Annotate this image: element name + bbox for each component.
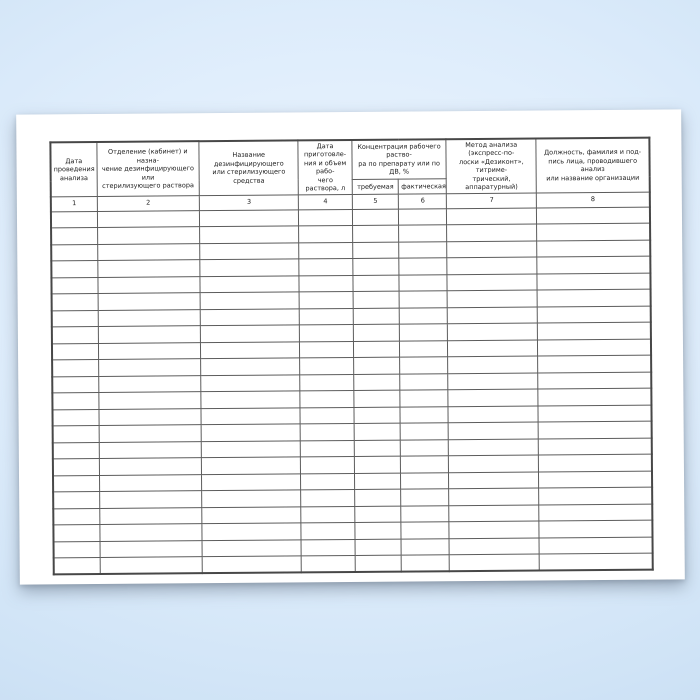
empty-cell <box>300 358 353 375</box>
empty-cell <box>353 258 400 275</box>
empty-cell <box>539 553 652 570</box>
empty-cell <box>53 525 99 542</box>
empty-cell <box>355 555 402 572</box>
empty-cell <box>201 408 301 425</box>
empty-cell <box>401 439 449 456</box>
empty-cell <box>99 441 202 458</box>
empty-cell <box>300 292 353 309</box>
column-number: 7 <box>447 193 537 209</box>
empty-cell <box>353 324 400 341</box>
empty-cell <box>52 393 98 410</box>
empty-cell <box>537 306 650 323</box>
empty-cell <box>52 327 98 344</box>
empty-cell <box>51 228 97 245</box>
empty-cell <box>354 489 401 506</box>
empty-cell <box>51 277 97 294</box>
empty-cell <box>302 556 355 573</box>
empty-cell <box>399 241 447 258</box>
empty-cell <box>99 507 202 524</box>
empty-cell <box>538 355 651 372</box>
column-number: 1 <box>51 196 97 211</box>
empty-cell <box>98 342 201 359</box>
empty-cell <box>539 520 652 537</box>
empty-cell <box>200 292 300 309</box>
empty-cell <box>200 226 300 243</box>
empty-cell <box>401 522 449 539</box>
empty-cell <box>449 521 539 538</box>
empty-cell <box>448 389 538 406</box>
empty-cell <box>401 538 449 555</box>
empty-cell <box>353 374 400 391</box>
empty-cell <box>53 459 99 476</box>
empty-cell <box>352 209 399 226</box>
empty-cell <box>537 240 650 257</box>
col-subheader-actual: фактическая <box>399 179 447 194</box>
empty-cell <box>399 225 447 242</box>
empty-cell <box>97 260 200 277</box>
empty-cell <box>538 322 651 339</box>
empty-cell <box>539 537 652 554</box>
empty-cell <box>538 405 651 422</box>
empty-cell <box>539 454 652 471</box>
empty-cell <box>400 406 448 423</box>
empty-cell <box>300 391 353 408</box>
table-header <box>50 138 650 212</box>
empty-cell <box>100 557 203 574</box>
empty-cell <box>353 291 400 308</box>
empty-cell <box>400 357 448 374</box>
empty-cell <box>355 522 402 539</box>
empty-cell <box>200 309 300 326</box>
empty-cell <box>448 422 538 439</box>
empty-cell <box>201 441 301 458</box>
empty-cell <box>202 540 302 557</box>
empty-cell <box>538 388 651 405</box>
empty-cell <box>354 473 401 490</box>
empty-cell <box>301 539 354 556</box>
empty-cell <box>52 294 98 311</box>
empty-cell <box>448 356 538 373</box>
empty-cell <box>401 505 449 522</box>
empty-cell <box>51 211 97 228</box>
empty-cell <box>449 439 539 456</box>
empty-cell <box>538 339 651 356</box>
empty-cell <box>201 375 301 392</box>
empty-cell <box>353 275 400 292</box>
col-header-analysis-date: Дата проведения анализа <box>50 142 97 196</box>
empty-cell <box>299 242 352 259</box>
empty-cell <box>99 524 202 541</box>
empty-cell <box>449 538 539 555</box>
empty-cell <box>98 293 201 310</box>
empty-cell <box>448 373 538 390</box>
empty-cell <box>352 225 399 242</box>
empty-cell <box>353 357 400 374</box>
empty-cell <box>537 256 650 273</box>
empty-cell <box>537 223 650 240</box>
empty-cell <box>53 442 99 459</box>
empty-cell <box>199 210 299 227</box>
empty-cell <box>449 455 539 472</box>
empty-cell <box>448 340 538 357</box>
empty-cell <box>202 474 302 491</box>
empty-cell <box>401 423 449 440</box>
empty-cell <box>301 440 354 457</box>
empty-cell <box>300 374 353 391</box>
empty-cell <box>54 541 100 558</box>
empty-cell <box>201 424 301 441</box>
empty-cell <box>97 243 200 260</box>
header-row <box>50 138 649 182</box>
empty-cell <box>98 276 201 293</box>
empty-cell <box>447 224 537 241</box>
col-header-analysis-method: Метод анализа (экспресс-по- лоски «Дезиконт», титриме- трический, аппаратурный) <box>446 139 536 194</box>
empty-cell <box>53 475 99 492</box>
empty-cell <box>537 273 650 290</box>
empty-cell <box>447 290 537 307</box>
empty-cell <box>355 539 402 556</box>
empty-cell <box>51 261 97 278</box>
empty-cell <box>539 471 652 488</box>
empty-cell <box>448 406 538 423</box>
empty-cell <box>353 341 400 358</box>
empty-cell <box>400 340 448 357</box>
empty-cell <box>400 324 448 341</box>
empty-cell <box>300 325 353 342</box>
empty-cell <box>98 359 201 376</box>
empty-cell <box>448 323 538 340</box>
empty-cell <box>354 390 401 407</box>
empty-cell <box>399 258 447 275</box>
empty-cell <box>300 407 353 424</box>
table-row <box>54 553 653 574</box>
empty-cell <box>299 275 352 292</box>
empty-cell <box>100 540 203 557</box>
empty-cell <box>301 457 354 474</box>
empty-cell <box>200 276 300 293</box>
empty-cell <box>299 226 352 243</box>
empty-cell <box>301 523 354 540</box>
empty-cell <box>52 376 98 393</box>
empty-cell <box>99 408 202 425</box>
empty-cell <box>400 307 448 324</box>
empty-cell <box>539 487 652 504</box>
empty-cell <box>200 342 300 359</box>
column-number: 4 <box>299 194 352 209</box>
empty-cell <box>202 490 302 507</box>
column-number: 6 <box>399 193 447 208</box>
empty-cell <box>450 554 540 571</box>
empty-cell <box>301 473 354 490</box>
empty-cell <box>52 343 98 360</box>
empty-cell <box>400 373 448 390</box>
empty-cell <box>301 490 354 507</box>
empty-cell <box>98 392 201 409</box>
empty-cell <box>354 506 401 523</box>
empty-cell <box>449 488 539 505</box>
empty-cell <box>537 207 650 224</box>
empty-cell <box>53 492 99 509</box>
empty-cell <box>400 291 448 308</box>
empty-cell <box>202 523 302 540</box>
empty-cell <box>538 421 651 438</box>
col-header-concentration-group: Концентрация рабочего раство- ра по препарату или по ДВ, % <box>352 139 447 179</box>
empty-cell <box>354 407 401 424</box>
empty-cell <box>52 310 98 327</box>
empty-cell <box>399 274 447 291</box>
empty-cell <box>98 309 201 326</box>
empty-cell <box>201 457 301 474</box>
empty-cell <box>201 391 301 408</box>
empty-cell <box>301 506 354 523</box>
empty-cell <box>53 508 99 525</box>
empty-cell <box>301 424 354 441</box>
column-number: 5 <box>352 194 399 209</box>
empty-cell <box>200 259 300 276</box>
empty-cell <box>354 423 401 440</box>
column-number: 8 <box>537 192 650 208</box>
empty-cell <box>53 426 99 443</box>
empty-cell <box>99 474 202 491</box>
empty-cell <box>97 210 200 227</box>
col-subheader-required: требуемая <box>352 179 399 194</box>
empty-cell <box>399 208 447 225</box>
journal-table <box>49 137 653 576</box>
empty-cell <box>539 504 652 521</box>
empty-cell <box>202 507 302 524</box>
empty-cell <box>202 556 302 573</box>
empty-cell <box>99 491 202 508</box>
empty-cell <box>449 472 539 489</box>
empty-cell <box>354 440 401 457</box>
empty-cell <box>449 505 539 522</box>
empty-cell <box>98 375 201 392</box>
empty-cell <box>447 241 537 258</box>
col-header-department: Отделение (кабинет) и назна- чение дезинфицирующего или стерилизующего раствора <box>96 141 199 196</box>
empty-cell <box>447 274 537 291</box>
column-number: 3 <box>199 195 299 211</box>
empty-cell <box>52 409 98 426</box>
col-header-agent-name: Название дезинфицирующего или стерилизующего средства <box>199 140 299 195</box>
col-header-person-signature: Должность, фамилия и под- пись лица, проводившего анализ или название организации <box>536 138 650 193</box>
empty-cell <box>538 438 651 455</box>
empty-cell <box>401 456 449 473</box>
paper-sheet <box>16 109 685 584</box>
empty-cell <box>402 555 450 572</box>
empty-cell <box>299 209 352 226</box>
empty-cell <box>353 308 400 325</box>
empty-cell <box>201 358 301 375</box>
empty-cell <box>200 243 300 260</box>
empty-cell <box>538 372 651 389</box>
empty-cell <box>99 458 202 475</box>
empty-cell <box>447 208 537 225</box>
empty-cell <box>448 307 538 324</box>
empty-cell <box>200 325 300 342</box>
empty-cell <box>447 257 537 274</box>
empty-cell <box>537 289 650 306</box>
empty-cell <box>51 244 97 261</box>
empty-cell <box>99 425 202 442</box>
empty-cell <box>400 390 448 407</box>
column-number: 2 <box>97 195 200 211</box>
empty-cell <box>54 558 100 575</box>
empty-cell <box>354 456 401 473</box>
empty-cell <box>300 308 353 325</box>
empty-cell <box>352 242 399 259</box>
col-header-preparation-date-volume: Дата приготовле- ния и объем рабо- чего раствора, л <box>298 140 352 195</box>
empty-cell <box>299 259 352 276</box>
empty-cell <box>401 489 449 506</box>
empty-cell <box>300 341 353 358</box>
empty-cell <box>52 360 98 377</box>
table-body <box>51 207 653 575</box>
empty-cell <box>97 227 200 244</box>
empty-cell <box>98 326 201 343</box>
empty-cell <box>401 472 449 489</box>
